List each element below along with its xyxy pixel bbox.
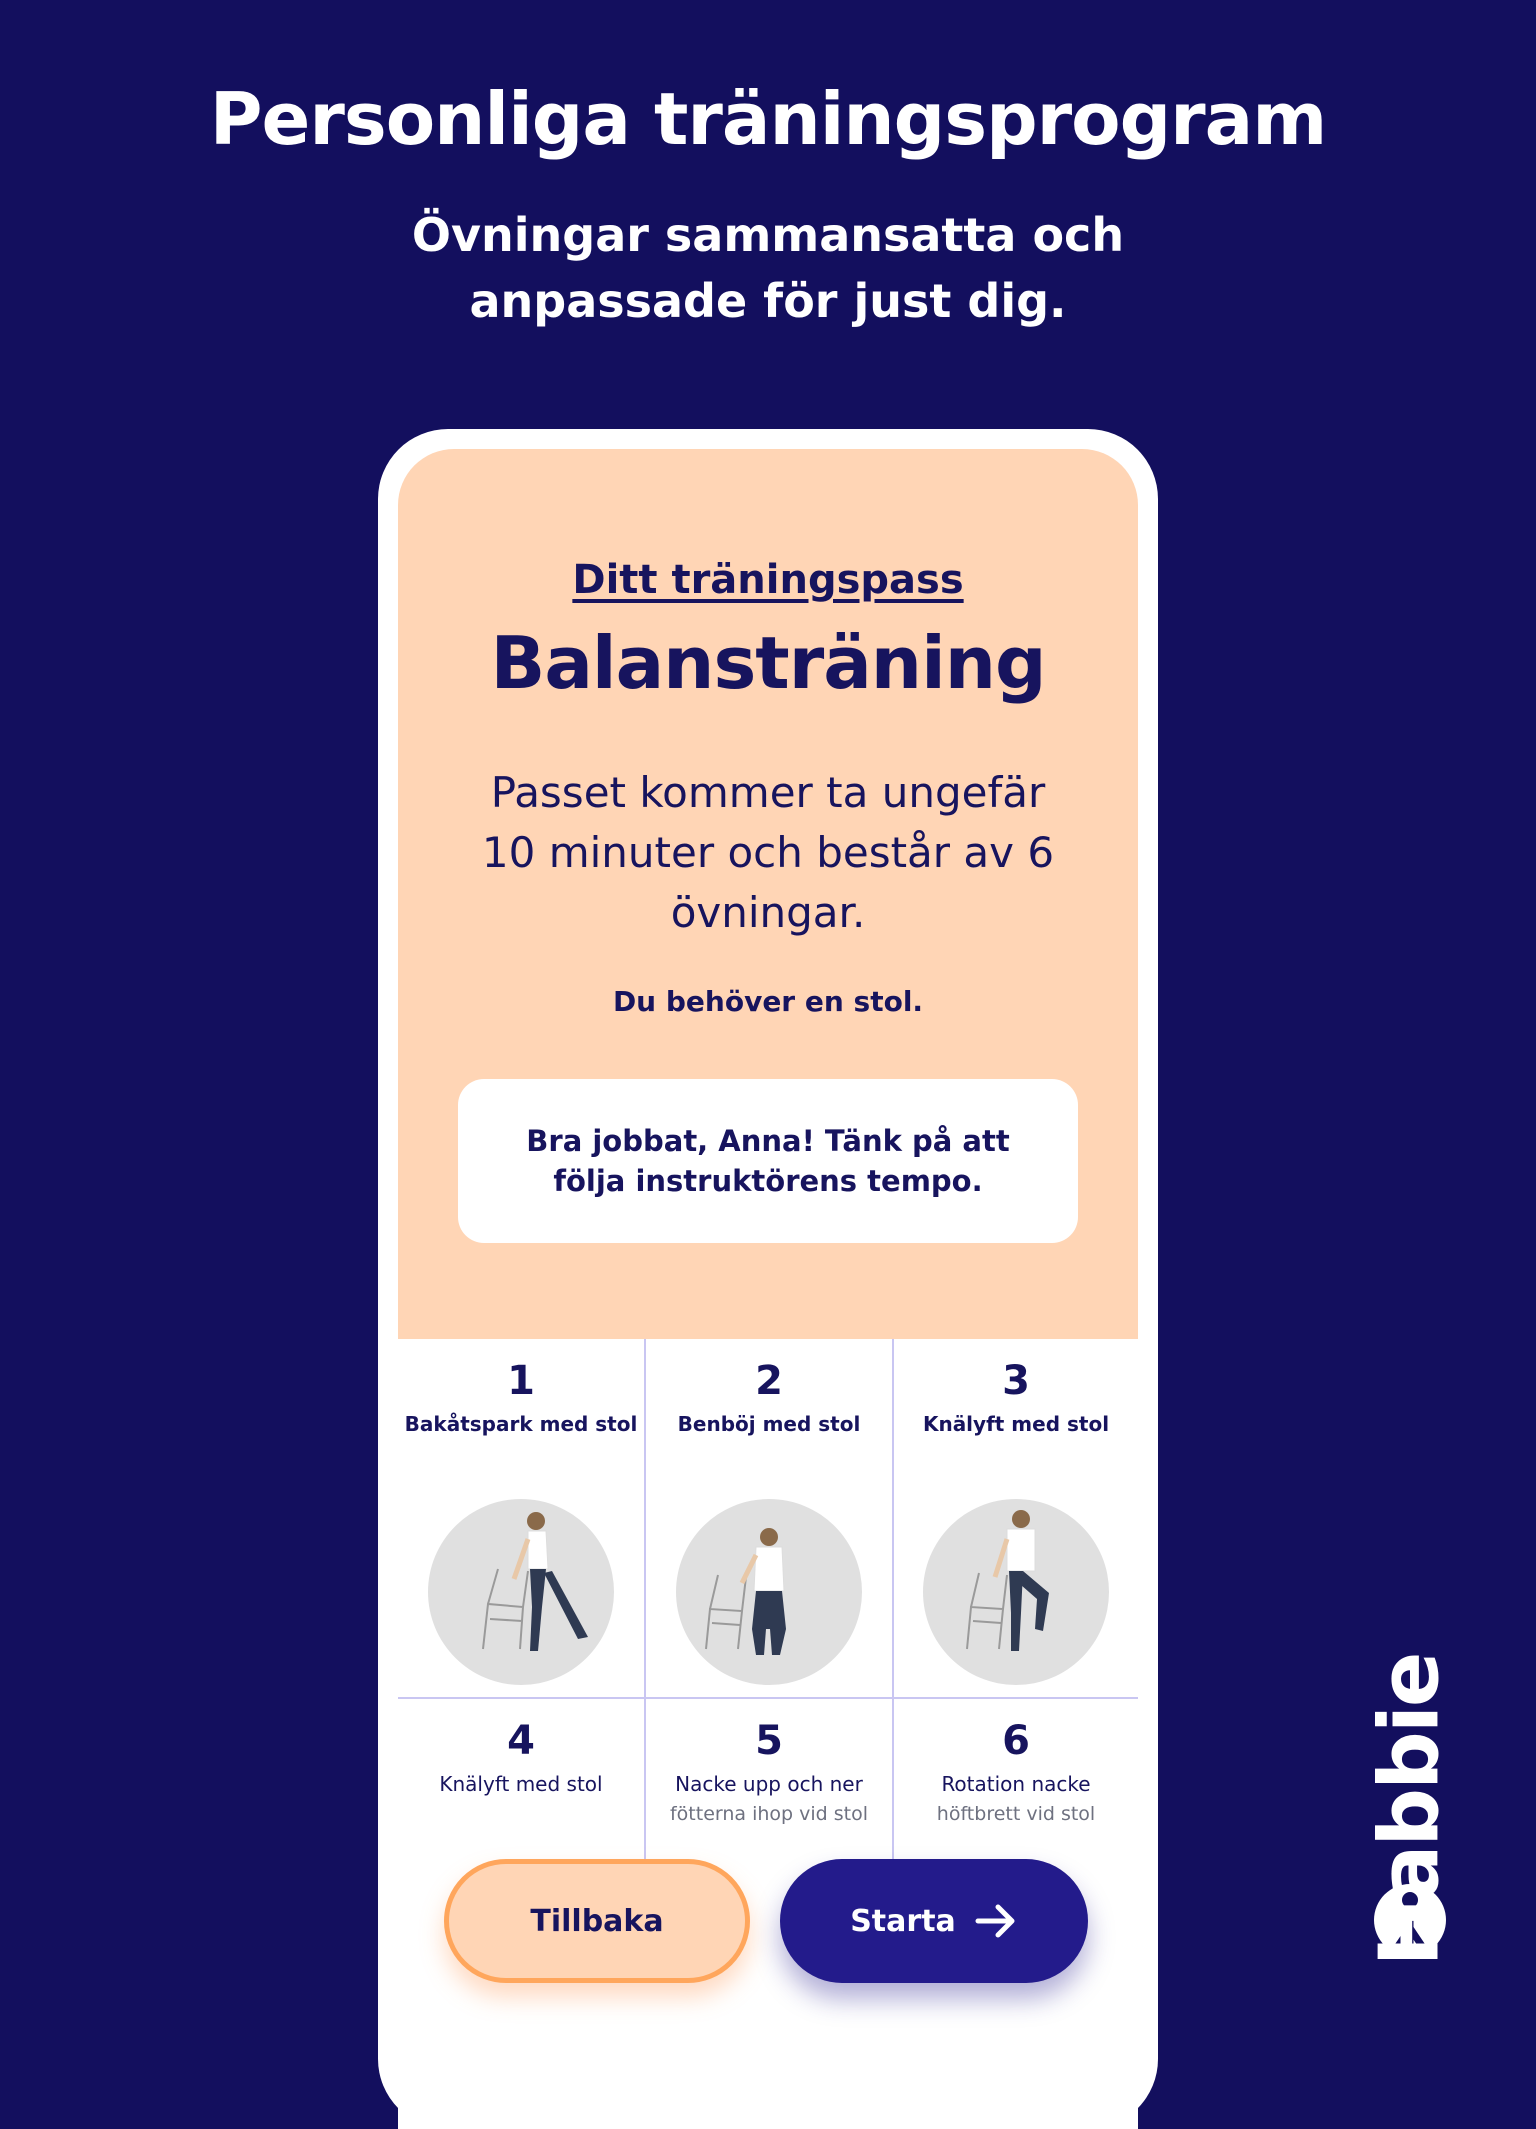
grid-divider — [398, 1697, 1138, 1699]
grid-divider — [644, 1339, 646, 1859]
hero-subtitle — [0, 202, 1536, 334]
exercise-grid — [398, 1339, 1138, 1859]
session-link[interactable]: Ditt träningspass — [572, 557, 964, 603]
exercise-label: Knälyft med stol — [439, 1772, 603, 1796]
exercise-label: Benböj med stol — [677, 1412, 861, 1436]
phone-screen — [398, 449, 1138, 2129]
start-button[interactable] — [780, 1859, 1088, 1983]
exercise-label-secondary: fötterna ihop vid stol — [669, 1803, 869, 1825]
exercise-card-1[interactable] — [398, 1339, 644, 1697]
session-title: Balansträning — [490, 621, 1046, 705]
exercise-number: 3 — [1002, 1358, 1030, 1404]
exercise-label: Bakåtspark med stol — [404, 1412, 638, 1436]
exercise-label: Rotation nacke — [941, 1772, 1091, 1796]
exercise-number: 6 — [1002, 1718, 1030, 1764]
exercise-number: 1 — [507, 1358, 535, 1404]
exercise-number: 2 — [755, 1358, 783, 1404]
session-description: Passet kommer ta ungefär 10 minuter och består av 6 övningar. — [481, 768, 1055, 937]
equipment-note: Du behöver en stol. — [612, 985, 924, 1018]
exercise-image — [923, 1499, 1109, 1685]
exercise-image — [428, 1499, 614, 1685]
hero-subtitle-line1: Övningar sammansatta och — [411, 208, 1125, 262]
phone-frame — [378, 429, 1158, 2129]
exercise-card-5[interactable] — [646, 1699, 892, 1859]
exercise-card-6[interactable] — [894, 1699, 1138, 1859]
session-card — [398, 449, 1138, 1339]
start-button-label: Starta — [850, 1903, 956, 1939]
exercise-label: Knälyft med stol — [922, 1412, 1110, 1436]
grid-divider — [892, 1339, 894, 1859]
encouragement-box — [458, 1079, 1078, 1243]
exercise-number: 4 — [507, 1718, 535, 1764]
hero-title: Personliga träningsprogram — [209, 77, 1327, 161]
exercise-label: Nacke upp och ner — [675, 1772, 863, 1796]
encouragement-text: Bra jobbat, Anna! Tänk på att följa instruktörens tempo. — [526, 1124, 1010, 1198]
exercise-card-3[interactable] — [894, 1339, 1138, 1697]
hero-subtitle-line2: anpassade för just dig. — [469, 274, 1067, 328]
exercise-number: 5 — [755, 1718, 783, 1764]
exercise-card-2[interactable] — [646, 1339, 892, 1697]
back-button[interactable]: Tillbaka — [444, 1859, 750, 1983]
exercise-card-4[interactable] — [398, 1699, 644, 1859]
brand-name: Habbie — [1362, 1653, 1458, 1967]
exercise-image — [676, 1499, 862, 1685]
exercise-label-secondary: höftbrett vid stol — [936, 1803, 1096, 1825]
arrow-right-icon — [974, 1903, 1018, 1939]
